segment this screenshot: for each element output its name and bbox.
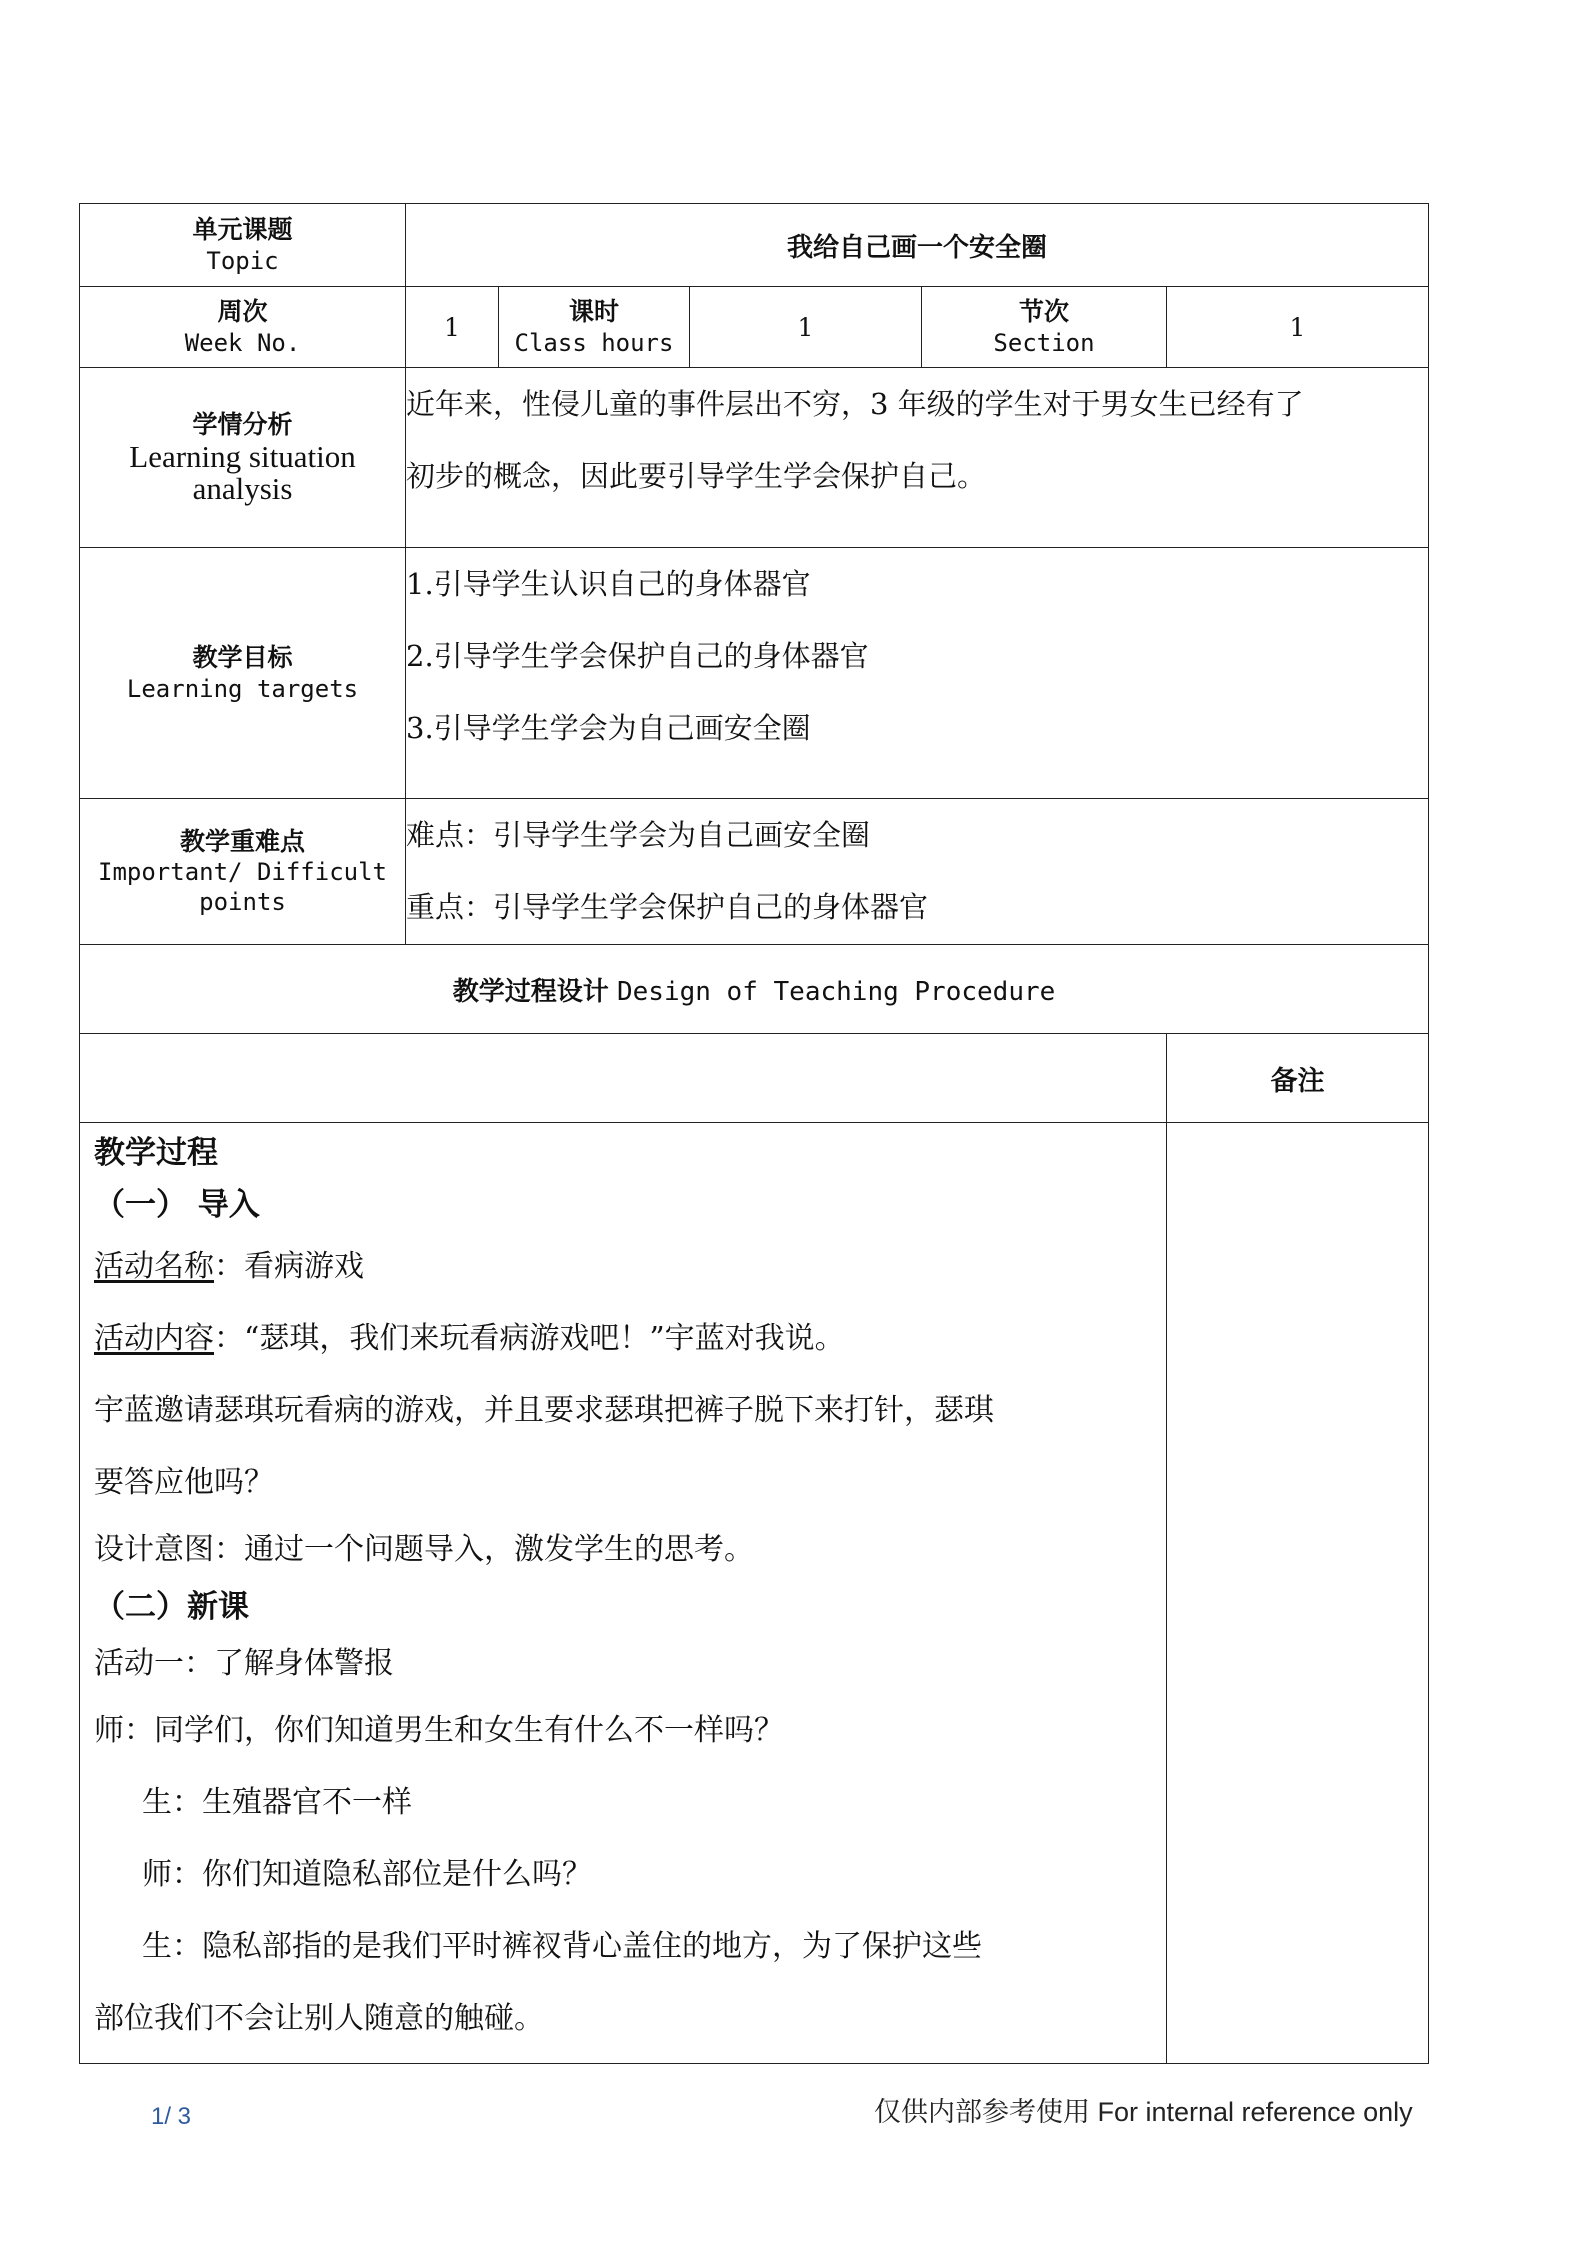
dialogue-student-2a: 生：隐私部指的是我们平时裤衩背心盖住的地方，为了保护这些: [142, 1929, 982, 1964]
section-label-cell: [922, 287, 1167, 368]
footer-note: 仅供内部参考使用 For internal reference only: [874, 2097, 1413, 2127]
learning-targets-content: [406, 548, 1429, 799]
section-label-cn: 节次: [1018, 297, 1069, 327]
learning-situation-label-en-2: analysis: [192, 471, 293, 507]
section-label-en: Section: [993, 328, 1095, 357]
activity-name-value: ：看病游戏: [214, 1249, 364, 1284]
procedure-body-row: [80, 1123, 1429, 2064]
class-hours-value: 1: [690, 287, 922, 368]
class-hours-label-cell: [499, 287, 690, 368]
key-points-row: [80, 799, 1429, 945]
week-label-en: Week No.: [184, 328, 301, 357]
page-number: 1/ 3: [151, 2103, 192, 2130]
key-points-content: [406, 799, 1429, 945]
difficult-point: 难点：引导学生学会为自己画安全圈: [406, 818, 871, 852]
learning-situation-label-en-1: Learning situation: [129, 438, 356, 474]
learning-target-item: 2.引导学生学会保护自己的身体器官: [406, 639, 869, 673]
activity-content-value: ：“瑟琪，我们来玩看病游戏吧！”宇蓝对我说。: [214, 1321, 845, 1356]
procedure-header: [80, 945, 1429, 1034]
schedule-row: [80, 287, 1429, 368]
learning-situation-text-2: 初步的概念，因此要引导学生学会保护自己。: [406, 459, 987, 493]
remarks-content: [1167, 1123, 1429, 2064]
learning-situation-text-1: 近年来，性侵儿童的事件层出不穷，3 年级的学生对于男女生已经有了: [406, 387, 1304, 421]
part-new-lesson-heading: （二）新课: [94, 1589, 249, 1625]
remarks-header: 备注: [1167, 1034, 1429, 1123]
topic-label-cell: [80, 204, 406, 287]
design-intent: 设计意图：通过一个问题导入，激发学生的思考。: [94, 1532, 754, 1567]
section-value: 1: [1167, 287, 1429, 368]
key-points-label-cn: 教学重难点: [179, 826, 305, 856]
learning-situation-label-cell: [80, 368, 406, 548]
activity-name-label: 活动名称: [94, 1249, 214, 1284]
procedure-column-blank: [80, 1034, 1167, 1123]
class-hours-label-en: Class hours: [514, 328, 674, 357]
key-points-label-en-2: points: [199, 888, 286, 917]
learning-targets-label-cell: [80, 548, 406, 799]
important-point: 重点：引导学生学会保护自己的身体器官: [406, 890, 929, 924]
activity-content: [94, 1303, 1152, 1375]
learning-situation-row: [80, 368, 1429, 548]
lesson-plan-table: [79, 203, 1429, 2064]
dialogue-teacher-2: 师：你们知道隐私部位是什么吗？: [142, 1857, 592, 1892]
topic-row: [80, 204, 1429, 287]
dialogue-student-2b: 部位我们不会让别人随意的触碰。: [94, 2001, 544, 2036]
topic-value: 我给自己画一个安全圈: [786, 232, 1047, 263]
learning-targets-label-cn: 教学目标: [192, 643, 293, 673]
week-value: 1: [406, 287, 499, 368]
part-intro-heading: （一） 导入: [94, 1187, 260, 1223]
procedure-content: [80, 1123, 1167, 2064]
learning-targets-label-en: Learning targets: [126, 674, 359, 703]
dialogue-student-1: 生：生殖器官不一样: [142, 1785, 412, 1820]
learning-targets-row: [80, 548, 1429, 799]
key-points-label-en-1: Important/ Difficult: [98, 858, 387, 887]
week-label-cn: 周次: [217, 297, 268, 327]
dialogue-teacher-1: 师：同学们，你们知道男生和女生有什么不一样吗？: [94, 1713, 784, 1748]
learning-situation-content: [406, 368, 1429, 548]
procedure-header-en: Design of Teaching Procedure: [616, 976, 1056, 1007]
topic-value-cell: [406, 204, 1429, 287]
key-points-label-cell: [80, 799, 406, 945]
week-label-cell: [80, 287, 406, 368]
learning-target-item: 1.引导学生认识自己的身体器官: [406, 567, 811, 601]
class-hours-label-cn: 课时: [568, 297, 619, 327]
procedure-columns-row: [80, 1034, 1429, 1123]
learning-target-item: 3.引导学生学会为自己画安全圈: [406, 711, 811, 745]
procedure-header-cn: 教学过程设计: [452, 976, 609, 1007]
procedure-heading: 教学过程: [94, 1135, 218, 1171]
activity-name: [94, 1231, 1152, 1303]
topic-label-en: Topic: [206, 246, 279, 275]
procedure-header-row: [80, 945, 1429, 1034]
topic-label-cn: 单元课题: [192, 215, 293, 245]
activity-one: 活动一：了解身体警报: [94, 1646, 394, 1681]
story-line-1: 宇蓝邀请瑟琪玩看病的游戏，并且要求瑟琪把裤子脱下来打针，瑟琪: [94, 1393, 994, 1428]
activity-content-label: 活动内容: [94, 1321, 214, 1356]
learning-situation-label-cn: 学情分析: [192, 410, 293, 440]
story-line-2: 要答应他吗？: [94, 1465, 274, 1500]
